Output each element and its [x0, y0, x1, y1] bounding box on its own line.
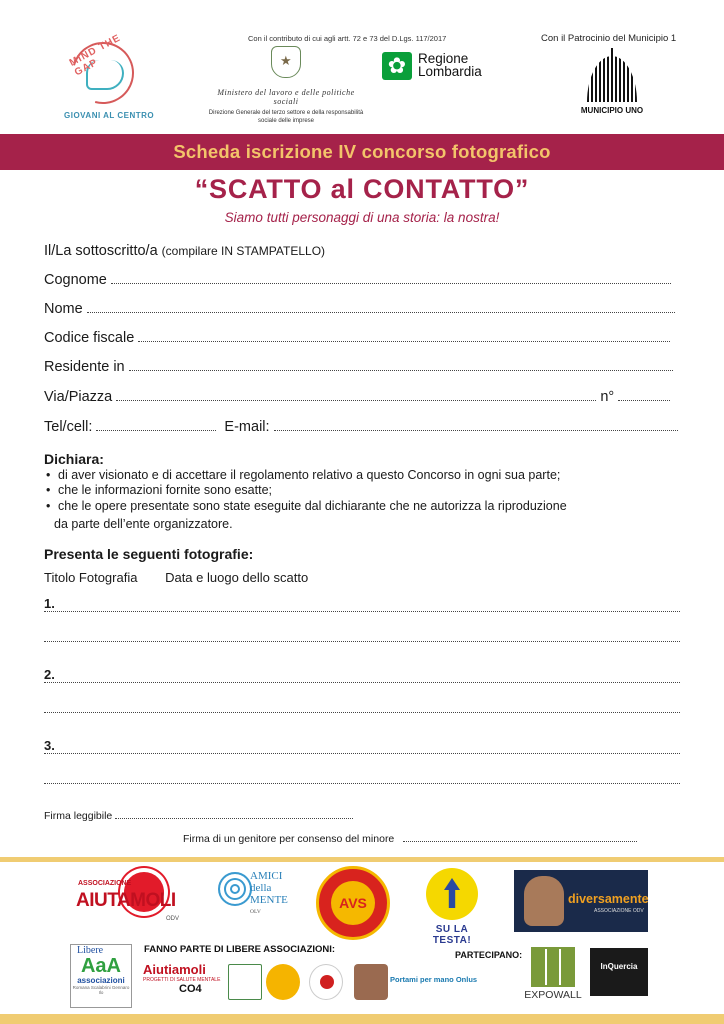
codice-fiscale-line[interactable] — [138, 330, 670, 342]
aiutiamoli-name: Aiutiamoli — [143, 962, 206, 977]
photo-number: 3. — [44, 738, 61, 753]
co4-label: CO4 — [179, 983, 202, 995]
photo-1-line-2[interactable] — [44, 628, 680, 642]
logo-arc-text: MIND THE GAP — [67, 32, 123, 79]
diversamente-name: diversamente — [568, 892, 649, 906]
tel-line[interactable] — [96, 419, 216, 431]
via-field[interactable] — [44, 389, 680, 405]
dichiara-continuation: da parte dell’ente organizzatore. — [54, 517, 233, 531]
firma-leggibile-line[interactable] — [115, 811, 353, 819]
avs-logo — [316, 866, 390, 940]
amici-della-mente-logo — [218, 868, 298, 932]
association-logo-yellow — [266, 964, 300, 1000]
expowall-label: EXPOWALL — [524, 989, 582, 1001]
aiutiamoli-sub: PROGETTI DI SALUTE MENTALE — [143, 977, 221, 983]
italian-emblem-icon — [271, 46, 301, 78]
amici-name: AMICI della MENTE — [250, 870, 288, 906]
residente-field[interactable] — [44, 359, 680, 375]
numero-line[interactable] — [618, 389, 670, 401]
expowall-logo — [521, 947, 585, 1003]
amici-sub: OLV — [250, 909, 261, 915]
firma-leggibile[interactable] — [44, 810, 353, 822]
email-label: E-mail: — [224, 419, 270, 435]
dichiara-heading: Dichiara: — [44, 451, 104, 467]
photo-1-line[interactable] — [44, 598, 680, 612]
hands-icon — [524, 876, 564, 926]
page-subtitle: Siamo tutti personaggi di una storia: la nostra! — [224, 210, 500, 225]
dichiara-section — [44, 452, 680, 533]
spiral-icon — [218, 872, 252, 906]
partecipano-label: PARTECIPANO: — [455, 950, 523, 960]
ministero-department: Direzione Generale del terzo settore e della responsabilità sociale delle imprese — [208, 110, 364, 124]
libere-l3: associazioni — [77, 976, 125, 985]
lombardia-line1: Regione — [418, 51, 469, 66]
via-label: Via/Piazza — [44, 389, 113, 405]
firma-genitore-line[interactable] — [403, 834, 637, 842]
ministero-logo — [206, 46, 366, 126]
firma-leggibile-label: Firma leggibile — [44, 810, 113, 822]
list-item: • che le opere presentate sono state eseguite dal dichiarante che ne autorizza la riproduzione — [44, 499, 680, 515]
nome-label: Nome — [44, 301, 83, 317]
header — [0, 0, 724, 132]
photo-column-headers — [44, 570, 332, 585]
lombardia-line2: Lombardia — [418, 64, 482, 79]
firma-genitore[interactable] — [183, 833, 637, 845]
footer-divider — [0, 857, 724, 862]
photo-3-line-2[interactable] — [44, 770, 680, 784]
libere-l2: AaA — [80, 955, 121, 977]
mind-the-gap-logo — [62, 32, 155, 124]
page-title: “SCATTO al CONTATTO” — [194, 174, 530, 204]
tel-label: Tel/cell: — [44, 419, 93, 435]
list-item: • di aver visionato e di accettare il regolamento relativo a questo Concorso in ogni sua parte; — [44, 468, 680, 484]
list-item: • che le informazioni fornite sono esatte; — [44, 483, 680, 499]
cognome-field[interactable] — [44, 272, 680, 288]
association-logo-arch — [354, 964, 388, 1000]
portami-per-mano-label: Portami per mano Onlus — [390, 975, 478, 984]
codice-fiscale-field[interactable] — [44, 330, 680, 346]
inquercia-logo — [590, 948, 648, 996]
diversamente-logo — [514, 870, 648, 932]
dome-icon — [587, 48, 637, 102]
firma-genitore-label: Firma di un genitore per consenso del minore — [183, 833, 395, 845]
bottom-bar — [0, 1014, 724, 1024]
title-band — [0, 134, 724, 170]
libere-l1: Libere — [77, 945, 104, 956]
aiutamoli-name: AIUTAMOLI — [76, 890, 176, 911]
photo-2-line[interactable] — [44, 669, 680, 683]
dichiara-list — [44, 468, 680, 515]
aiutamoli-odv: ODV — [166, 916, 180, 922]
fanno-parte-label: FANNO PARTE DI LIBERE ASSOCIAZIONI: — [144, 944, 336, 955]
email-line[interactable] — [274, 419, 678, 431]
via-line[interactable] — [116, 389, 596, 401]
libere-associazioni-logo — [70, 944, 132, 1008]
contact-field[interactable] — [44, 419, 680, 435]
residente-line[interactable] — [129, 359, 673, 371]
cognome-label: Cognome — [44, 272, 107, 288]
association-logo-red-dot — [309, 964, 343, 1000]
codice-fiscale-label: Codice fiscale — [44, 330, 135, 346]
intro-note: (compilare IN STAMPATELLO) — [161, 244, 326, 258]
nome-line[interactable] — [87, 301, 675, 313]
nome-field[interactable] — [44, 301, 680, 317]
patrocinio-note: Con il Patrocinio del Municipio 1 — [541, 33, 677, 44]
col-date-place: Data e luogo dello scatto — [165, 570, 309, 585]
contribution-note: Con il contributo di cui agli artt. 72 e 73 del D.Lgs. 117/2017 — [248, 34, 447, 43]
diversamente-sub: ASSOCIAZIONE ODV — [594, 908, 644, 914]
band-text: Scheda iscrizione IV concorso fotografico — [173, 141, 551, 162]
photo-3-line[interactable] — [44, 740, 680, 754]
intro-label: Il/La sottoscritto/a — [44, 243, 158, 259]
numero-label: n° — [600, 389, 615, 405]
municipio-label: MUNICIPIO UNO — [580, 106, 644, 115]
ministero-name: Ministero del lavoro e delle politiche sociali — [217, 88, 355, 106]
aiutamoli-logo — [72, 870, 192, 930]
residente-label: Residente in — [44, 359, 125, 375]
libere-l4: Romana Scalabrini Gennaro Ilo — [72, 985, 130, 995]
inquercia-label: InQuercia — [600, 962, 638, 971]
su-la-testa-label: SU LA TESTA! — [432, 924, 472, 946]
photo-2-line-2[interactable] — [44, 699, 680, 713]
intro-line — [44, 243, 680, 259]
presenta-heading: Presenta le seguenti fotografie: — [44, 546, 254, 562]
photo-number: 2. — [44, 667, 61, 682]
arrow-up-icon — [444, 878, 460, 908]
aiutiamoli-logo — [143, 962, 223, 1006]
cognome-line[interactable] — [111, 272, 671, 284]
lombardia-rose-icon: ✿ — [382, 52, 412, 80]
municipio-logo — [580, 48, 644, 124]
avs-text: AVS — [339, 895, 367, 911]
logo-subtitle: GIOVANI AL CENTRO — [64, 111, 155, 120]
su-la-testa-logo — [416, 868, 488, 946]
expowall-grid-icon — [531, 947, 575, 987]
aiutamoli-assoc: ASSOCIAZIONE — [78, 880, 132, 887]
association-logo-tree — [228, 964, 262, 1000]
col-title: Titolo Fotografia — [44, 570, 138, 585]
photo-number: 1. — [44, 596, 61, 611]
